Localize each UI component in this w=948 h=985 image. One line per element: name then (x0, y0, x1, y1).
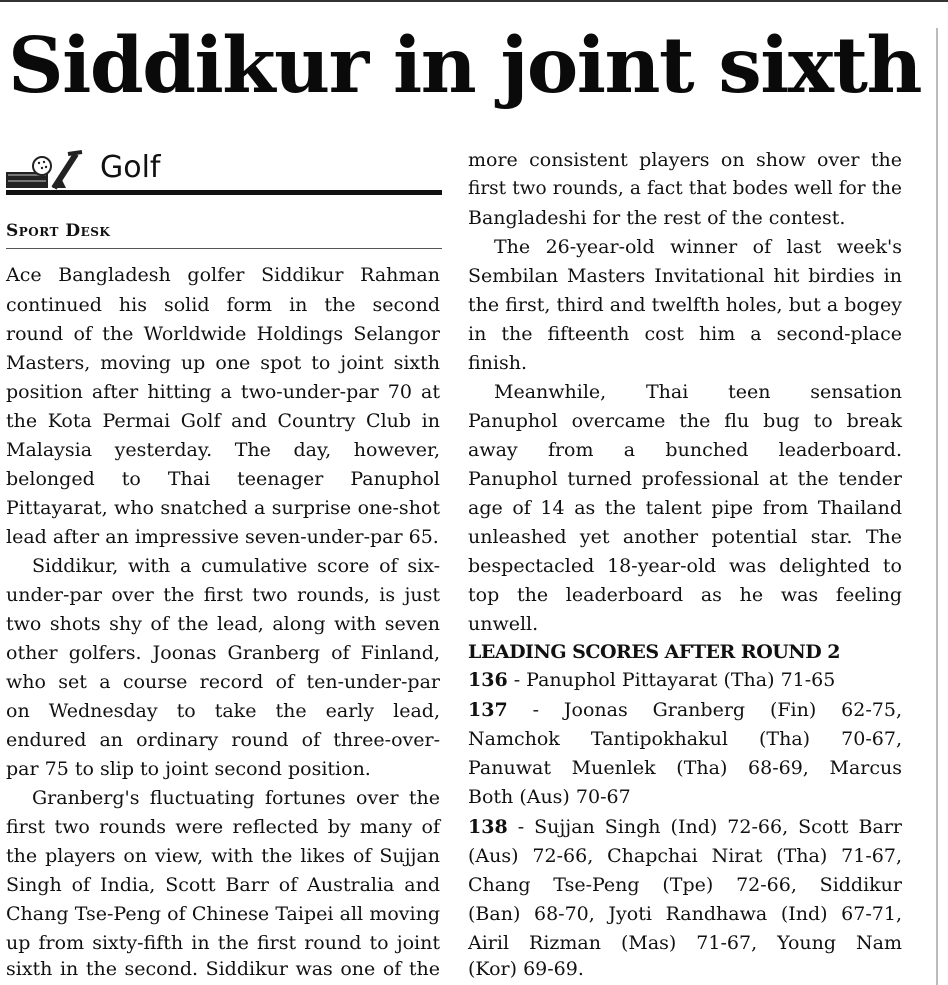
body-line: who set a course record of ten-under-par (6, 671, 440, 693)
body-line: Masters, moving up one spot to joint sixth (6, 352, 440, 374)
top-rule (0, 0, 948, 2)
body-line: Sembilan Masters Invitational hit birdies in (468, 265, 902, 287)
body-line: Siddikur, with a cumulative score of six- (32, 555, 440, 577)
byline: Sport Desk (6, 221, 111, 241)
body-line: lead after an impressive seven-under-par 65. (6, 526, 439, 548)
body-line: two shots shy of the lead, along with seven (6, 613, 440, 635)
body-line: Ace Bangladesh golfer Siddikur Rahman (6, 264, 440, 286)
body-line: unleashed yet another potential star. The (468, 526, 902, 548)
body-line: the players on view, with the likes of Sujjan (6, 845, 440, 867)
column-rule-right (936, 28, 938, 985)
body-line: Pittayarat, who snatched a surprise one-shot (6, 497, 440, 519)
body-line: the first, third and twelfth holes, but a bogey (468, 294, 902, 316)
body-line: Bangladeshi for the rest of the contest. (468, 207, 846, 229)
score-line (468, 665, 902, 695)
body-line: Granberg's fluctuating fortunes over the (32, 787, 440, 809)
body-line: Panuphol overcame the flu bug to break (468, 410, 902, 432)
score-line (468, 695, 902, 725)
score-line: Airil Rizman (Mas) 71-67, Young Nam (468, 932, 902, 954)
score-line: Both (Aus) 70-67 (468, 786, 631, 808)
body-line: Singh of India, Scott Barr of Australia and (6, 874, 440, 896)
body-line: par 75 to slip to joint second position. (6, 758, 371, 780)
body-line: endured an ordinary round of three-over- (6, 729, 440, 751)
body-line: continued his solid form in the second (6, 294, 440, 316)
body-line: the Kota Permai Golf and Country Club in (6, 410, 440, 432)
score-line: Namchok Tantipokhakul (Tha) 70-67, (468, 728, 902, 750)
body-line: away from a bunched leaderboard. (468, 439, 902, 461)
body-line: under-par over the first two rounds, is just (6, 584, 440, 606)
body-line: finish. (468, 352, 528, 374)
headline: Siddikur in joint sixth (8, 21, 921, 111)
body-line: Chang Tse-Peng of Chinese Taipei all moving (6, 903, 440, 925)
body-line: Malaysia yesterday. The day, however, (6, 439, 440, 461)
golf-bag-icon (6, 150, 86, 190)
body-line: on Wednesday to take the early lead, (6, 700, 440, 722)
body-line: Meanwhile, Thai teen sensation (494, 381, 902, 403)
score-total: 136 (468, 669, 508, 691)
body-line: bespectacled 18-year-old was delighted to (468, 555, 902, 577)
body-line: first two rounds were reflected by many of (6, 816, 440, 838)
body-line: The 26-year-old winner of last week's (494, 236, 902, 258)
score-line: (Kor) 69-69. (468, 958, 584, 980)
score-line: (Ban) 68-70, Jyoti Randhawa (Ind) 67-71, (468, 903, 902, 925)
body-line: round of the Worldwide Holdings Selangor (6, 323, 440, 345)
body-line: more consistent players on show over the (468, 149, 902, 171)
score-line (468, 812, 902, 842)
section-header (6, 142, 442, 196)
byline-rule (6, 248, 442, 249)
body-line: top the leaderboard as he was feeling (468, 584, 902, 606)
body-line: first two rounds, a fact that bodes well for the (468, 178, 902, 199)
score-total: 137 (468, 699, 508, 721)
score-text: - Joonas Granberg (Fin) 62-75, (507, 699, 902, 721)
body-line: other golfers. Joonas Granberg of Finland, (6, 642, 440, 664)
body-line: unwell. (468, 613, 539, 635)
score-line: Chang Tse-Peng (Tpe) 72-66, Siddikur (468, 874, 902, 896)
scores-heading: LEADING SCORES AFTER ROUND 2 (468, 641, 841, 663)
body-line: Panuphol turned professional at the tender (468, 468, 902, 490)
score-text: - Panuphol Pittayarat (Tha) 71-65 (507, 669, 836, 691)
section-label: Golf (100, 150, 161, 185)
body-line: sixth in the second. Siddikur was one of the (6, 958, 440, 980)
body-line: age of 14 as the talent pipe from Thailand (468, 497, 902, 519)
body-line: in the fifteenth cost him a second-place (468, 323, 902, 345)
body-line: belonged to Thai teenager Panuphol (6, 468, 440, 490)
score-total: 138 (468, 816, 508, 838)
section-rule (6, 190, 442, 195)
body-line: position after hitting a two-under-par 70 at (6, 381, 440, 403)
body-line: up from sixty-fifth in the first round to joint (6, 932, 440, 954)
score-line: (Aus) 72-66, Chapchai Nirat (Tha) 71-67, (468, 845, 902, 867)
score-line: Panuwat Muenlek (Tha) 68-69, Marcus (468, 757, 902, 779)
score-text: - Sujjan Singh (Ind) 72-66, Scott Barr (507, 816, 902, 838)
